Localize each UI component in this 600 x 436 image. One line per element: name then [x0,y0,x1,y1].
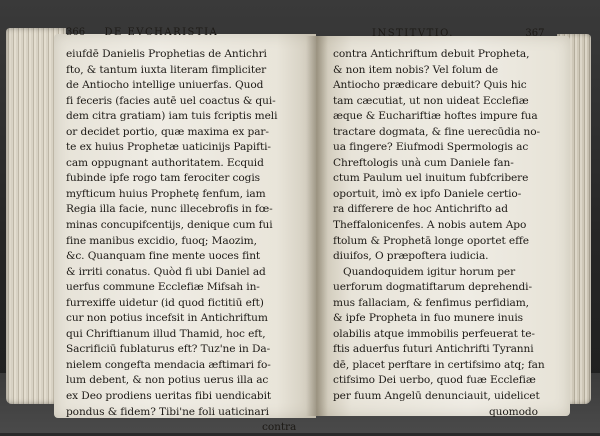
right-page-number: 367 [525,28,545,39]
text-line: cam oppugnant authoritatem. Ecquid [66,156,264,169]
text-line: qui Chriftianum illud Thamid, hoc eft, [66,327,266,340]
right-running-head: INSTITVTIO. [372,28,454,39]
text-line: per fuum Angelū denunciauit, uidelicet [333,390,540,403]
text-line: contra Antichriftum debuit Propheta, [333,48,530,60]
text-line: ctum Paulum uel inuitum fubfcribere [333,172,529,185]
text-line: oportuit, imò ex ipfo Daniele certio- [333,187,522,200]
text-line: & irriti conatus. Quòd fi ubi Daniel ad [66,265,266,278]
left-page-text [66,47,296,436]
text-line: contra [262,421,297,434]
text-line: dem citra gratiam) iam tuis fcriptis meli [66,110,278,123]
text-line: uerfus commune Ecclefiæ Mifsah in- [66,281,260,294]
text-line: Antiocho prædicare debuit? Quis hic [333,79,527,92]
text-line: or decidet portio, quæ maxima ex par- [66,125,269,138]
right-page-text [333,47,545,420]
text-line: mus fallaciam, & fenfimus perfidiam, [333,296,529,309]
left-running-header [66,27,218,38]
text-line: pondus & fidem? Tibi'ne foli uaticinari [66,405,269,418]
text-line: cur non potius incefsit in Antichriftum [66,312,268,325]
text-line: fto, & tantum iuxta literam fimpliciter [66,63,267,76]
text-line: ftolum & Prophetā longe oportet effe [333,234,529,247]
text-line: Theffalonicenfes. A nobis autem Apo [333,219,527,232]
text-line: Sacrificiū fublaturus eft? Tuz'ne in Da- [66,343,271,356]
text-line: ftis aduerfus futuri Antichrifti Tyranni [333,343,534,356]
text-line: minas concupifcentijs, denique cum fui [66,219,273,232]
text-line: quomodo [489,405,538,418]
text-line: ex Deo prodiens ueritas fibi uendicabit [66,390,272,403]
text-line: fine manibus excidio, fuoq; Maozim, [66,234,257,247]
text-line: ra differere de hoc Antichrifto ad [333,203,508,216]
text-line: & non item nobis? Vel folum de [333,63,499,76]
text-line: te ex huius Prophetæ uaticinijs Papifti- [66,141,271,154]
text-line: Regia illa facie, nunc illecebrofis in fœ- [66,203,273,216]
text-line: furrexiffe uidetur (id quod fictitiū eft) [66,296,264,309]
right-running-header [372,28,544,39]
text-line: olabilis atque immobilis perfeuerat te- [333,327,535,340]
left-page-number: 366 [66,27,86,38]
text-line: nielem congefta mendacia æftimari fo- [66,358,271,371]
text-line: ua fingere? Eiufmodi Spermologis ac [333,141,529,154]
text-line: ctifsimo Dei uerbo, quod fuæ Ecclefiæ [333,374,536,387]
text-line: fi feceris (facies autē uel coactus & qui- [66,94,276,107]
text-line: myfticum huius Prophetę fenfum, iam [66,187,266,200]
book-gutter [306,36,328,416]
text-line: &c. Quanquam fine mente uoces fint [66,250,261,263]
text-line: Quandoquidem igitur horum per [343,265,516,278]
text-line: uerforum dogmatiftarum deprehendi- [333,281,532,294]
text-line: tam cæcutiat, ut non uideat Ecclefiæ [333,94,529,107]
text-line: diuifos, O præpoftera iudicia. [333,250,489,263]
left-running-head: DE EVCHARISTIA [104,27,219,38]
text-line: Chreftologis unà cum Daniele fan- [333,156,514,169]
text-line: lum debent, & non potius uerus illa ac [66,374,269,387]
text-line: & ipfe Propheta in fuo munere inuis [333,312,523,325]
text-line: tractare dogmata, & fine uerecūdia no- [333,125,541,138]
text-line: dē, placet perftare in certifsimo atq; fan [333,358,545,371]
text-line: æque & Euchariftiæ hoftes impure fua [333,110,538,123]
text-line: eiufdē Danielis Prophetias de Antichri [66,48,267,60]
text-line: de Antiocho intellige uniuerfas. Quod [66,79,264,92]
text-line: fubinde ipfe rogo tam ferociter cogis [66,172,260,185]
